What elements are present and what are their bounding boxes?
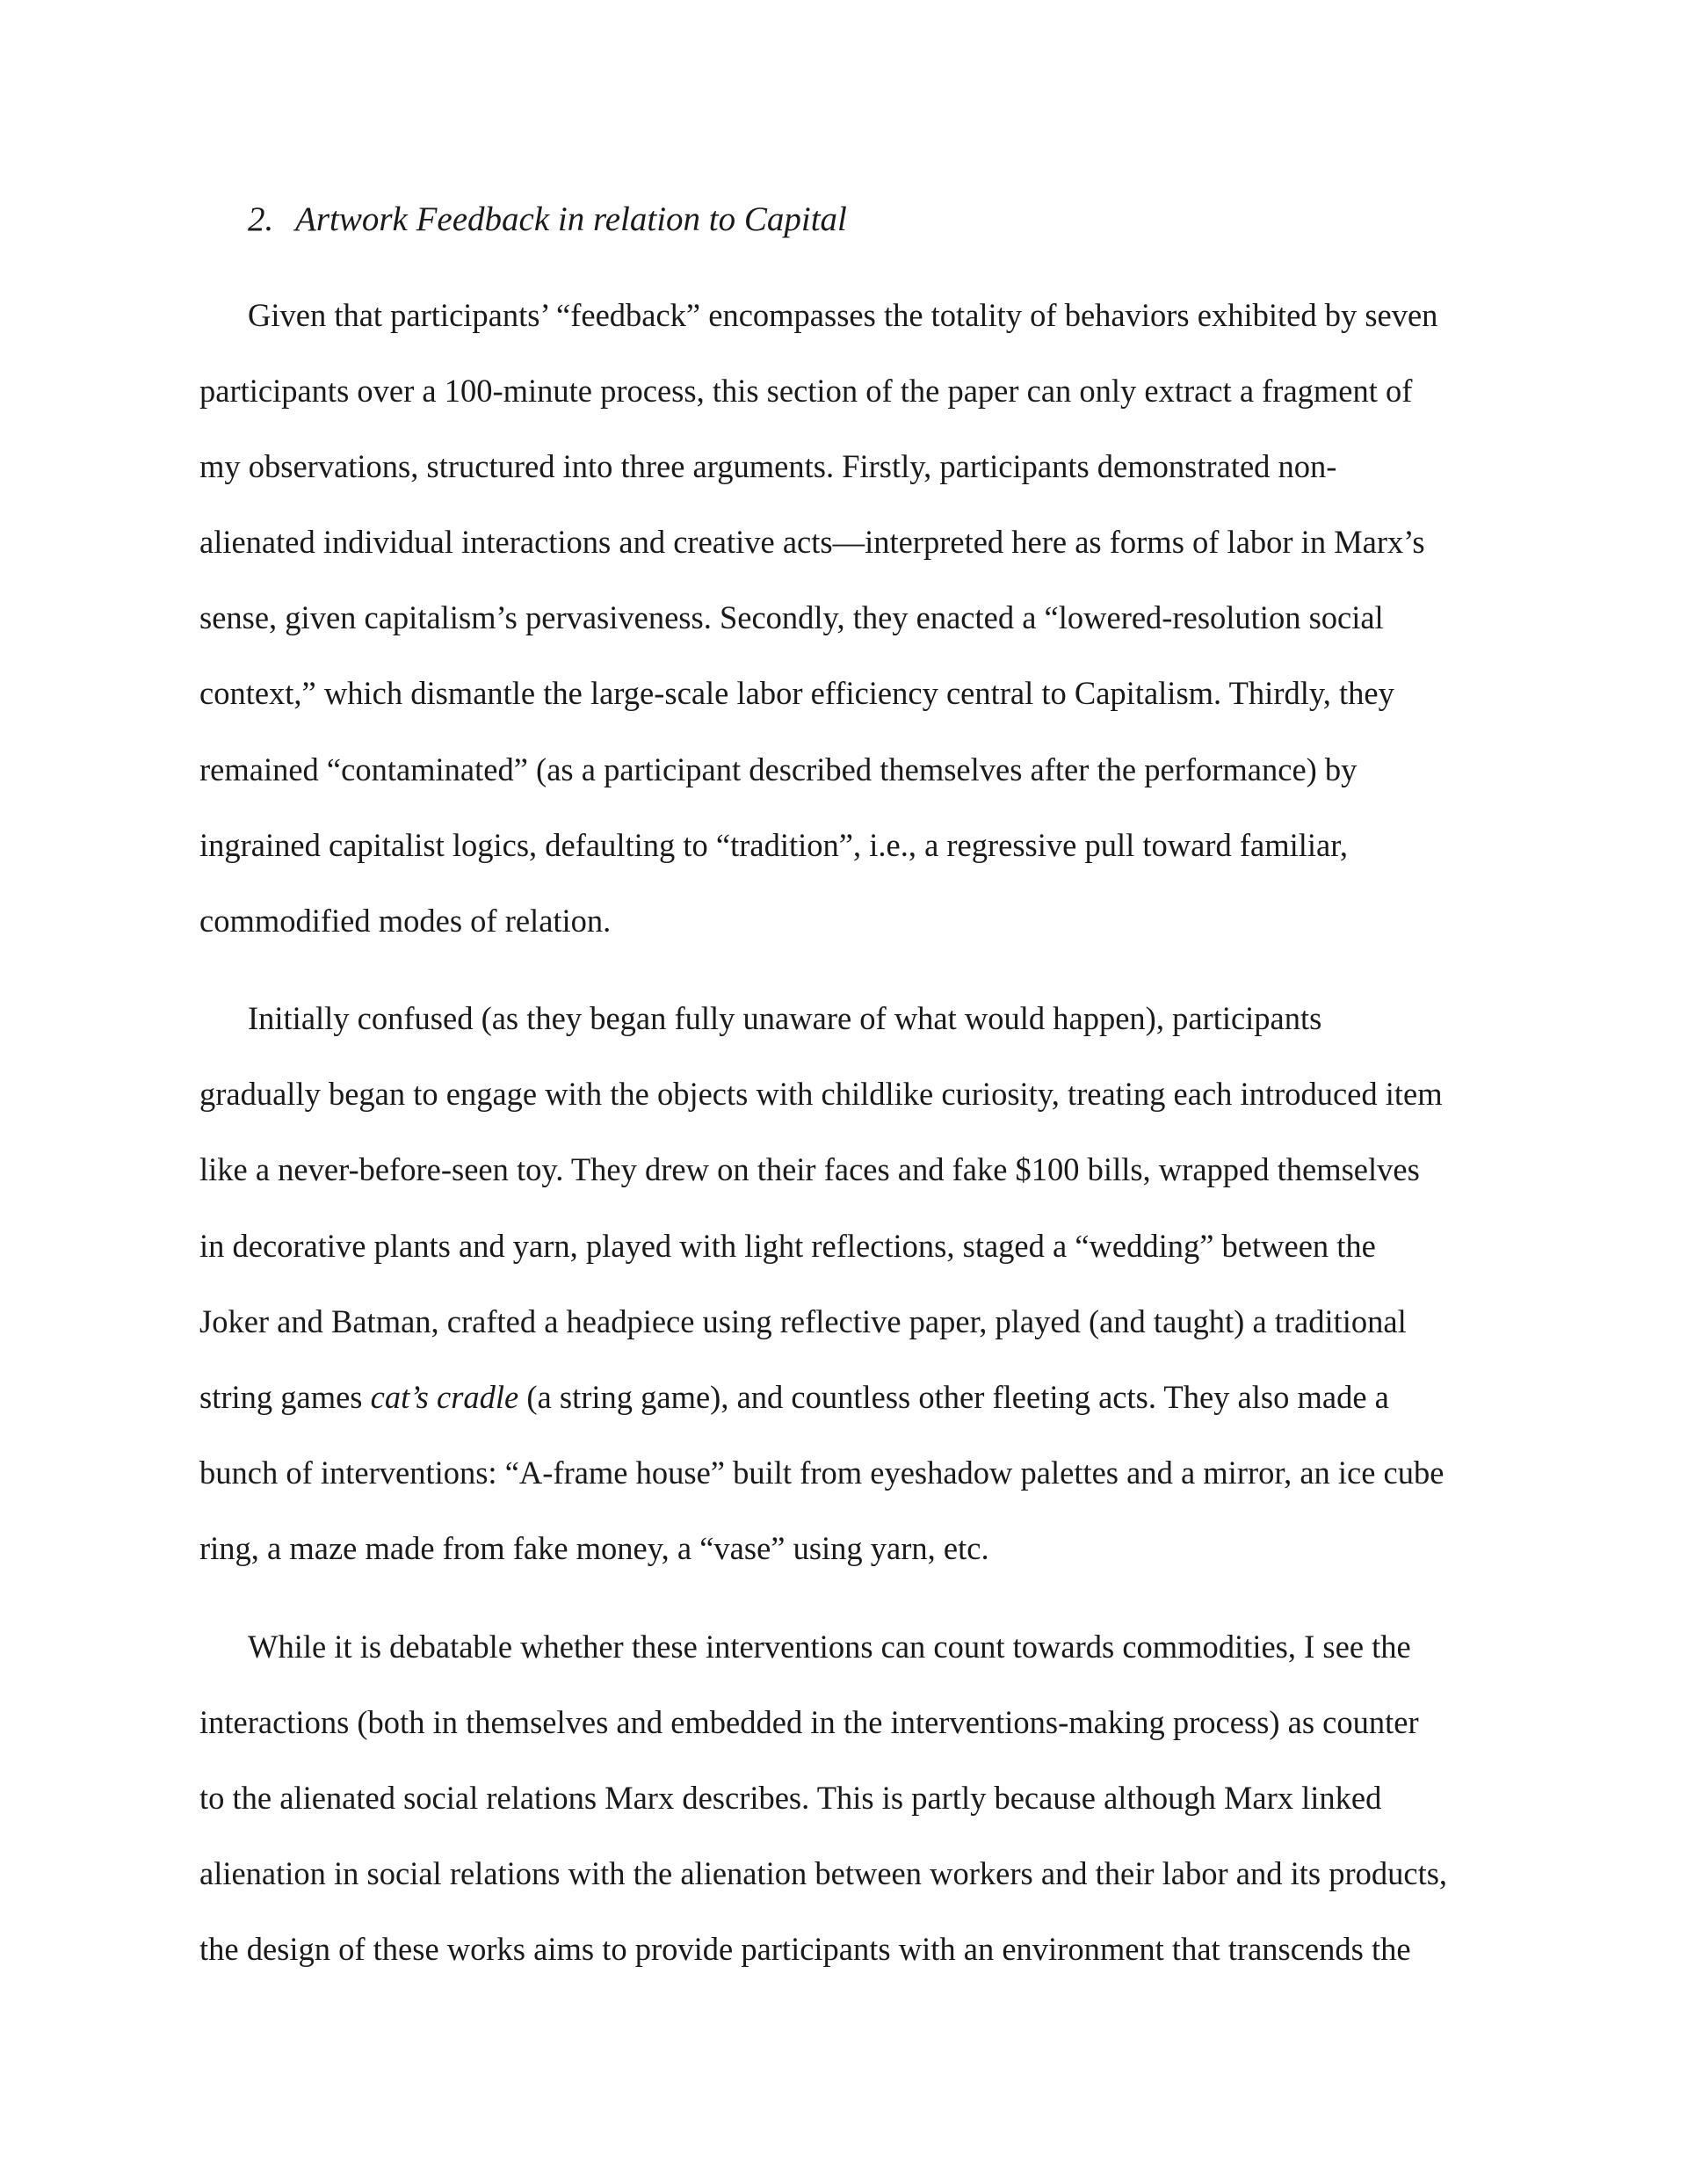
- paragraph-1-line: my observations, structured into three arguments. Firstly, participants demonstrated non-: [199, 448, 1337, 484]
- text-segment: (a string game), and countless other fleeting acts. They also made a: [518, 1379, 1389, 1415]
- paragraph-2-line: in decorative plants and yarn, played with light reflections, staged a “wedding” between the: [199, 1228, 1376, 1264]
- italic-term: cat’s cradle: [370, 1379, 519, 1415]
- paragraph-3-line: to the alienated social relations Marx describes. This is partly because although Marx linked: [199, 1780, 1382, 1816]
- paragraph-2-line: like a never-before-seen toy. They drew on their faces and fake $100 bills, wrapped themselves: [199, 1151, 1420, 1187]
- paragraph-2-line: Initially confused (as they began fully unaware of what would happen), participants: [248, 1000, 1322, 1036]
- paragraph-3-line: alienation in social relations with the alienation between workers and their labor and its products,: [199, 1855, 1448, 1891]
- paragraph-3-line: While it is debatable whether these interventions can count towards commodities, I see the: [248, 1629, 1411, 1665]
- paragraph-1-line: context,” which dismantle the large-scale labor efficiency central to Capitalism. Thirdly, they: [199, 675, 1394, 711]
- section-number: 2.: [248, 200, 274, 238]
- paragraph-3-line: interactions (both in themselves and embedded in the interventions-making process) as counter: [199, 1704, 1419, 1740]
- text-segment: string games: [199, 1379, 371, 1415]
- paragraph-1-line: commodified modes of relation.: [199, 903, 612, 939]
- section-title: Artwork Feedback in relation to Capital: [295, 200, 847, 238]
- paragraph-2-line: gradually began to engage with the objects with childlike curiosity, treating each introduced item: [199, 1076, 1443, 1112]
- paragraph-2-line-with-italic: [199, 1373, 1389, 1422]
- paragraph-3-line: the design of these works aims to provide participants with an environment that transcends the: [199, 1931, 1411, 1967]
- paragraph-2-line: ring, a maze made from fake money, a “vase” using yarn, etc.: [199, 1530, 989, 1566]
- section-heading: [248, 195, 847, 244]
- paragraph-2-line: Joker and Batman, crafted a headpiece using reflective paper, played (and taught) a traditional: [199, 1303, 1407, 1339]
- paragraph-2-line: bunch of interventions: “A-frame house” built from eyeshadow palettes and a mirror, an ice cube: [199, 1455, 1444, 1491]
- paragraph-1-line: participants over a 100-minute process, this section of the paper can only extract a fragment of: [199, 373, 1413, 409]
- paragraph-1-line: alienated individual interactions and creative acts—interpreted here as forms of labor in Marx’s: [199, 524, 1425, 560]
- paragraph-1-line: remained “contaminated” (as a participant described themselves after the performance) by: [199, 751, 1358, 787]
- paragraph-1-line: sense, given capitalism’s pervasiveness. Secondly, they enacted a “lowered-resolution social: [199, 599, 1384, 635]
- paragraph-1-line: ingrained capitalist logics, defaulting to “tradition”, i.e., a regressive pull toward familiar,: [199, 827, 1349, 863]
- paragraph-1-line: Given that participants’ “feedback” encompasses the totality of behaviors exhibited by seven: [248, 297, 1438, 333]
